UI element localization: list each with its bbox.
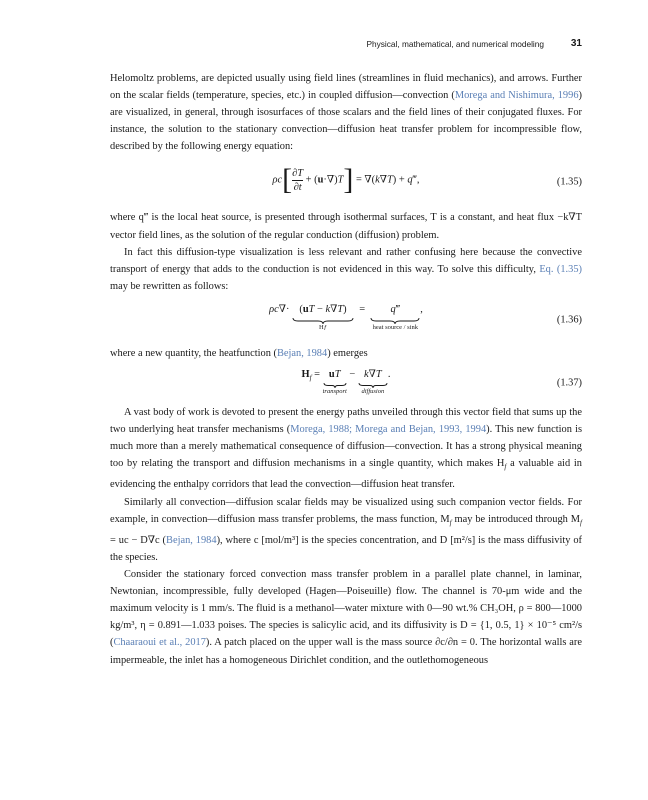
citation-link[interactable]: Morega and Nishimura, 1996 — [454, 90, 579, 102]
equation-1-35: ρc[ $\frac{\partial T}{\partial t}$ + (u·∇)T] = ∇(k∇T) + q‴, (1.35) — [272, 163, 582, 197]
page-body — [110, 70, 582, 669]
paragraph-6: Similarly all convection—diffusion scalar fields may be visualized using such companion vector fields. For example, in convection—diffusion mass transfer problems, the mass function, $M_f$ may be introduced through $M_f$ = uc − D∇c (Bejan, 1984), where c [mol/m³] is the species concentration, and D [m²/s] is the mass diffusivity of the species. — [110, 496, 582, 563]
equation-1-37: $H_f$ = uT transport − k∇T diffusion . (1.37) — [301, 369, 582, 396]
paragraph-5: A vast body of work is devoted to present the energy paths unveiled through this vector field that sums up the two underlying heat transfer mechanisms (Morega, 1988; Morega and Bejan, 1993, 1994). This new function is much more than a merely mathematical consequence of diffusion—convection. It has a strong physical meaning too by relating the transport and diffusion mechanisms in a single quantity, which makes $H_f$ a valuable aid in evidencing the enthalpy corridors that lead the convection—diffusion heat transfer. — [110, 407, 582, 491]
equation-ref-link[interactable]: Eq. (1.35) — [539, 263, 582, 275]
paragraph-1: Helomoltz problems, are depicted usually using field lines (streamlines in fluid mechanics), and arrows. Further on the scalar fields (temperature, species, etc.) in coupled diffusion—convection (Morega and Nishimura, 1996) are visualized, in general, through isosurfaces of those scalars and the field lines of their conjugated fluxes. For instance, the solution to the stationary convection—diffusion heat transfer problem for incompressible flow, described by the following energy equation: — [110, 73, 582, 153]
paragraph-4: where a new quantity, the heatfunction (Bejan, 1984) emerges — [110, 347, 368, 359]
paragraph-2: where q‴ is the local heat source, is presented through isothermal surfaces, T is a constant, and heat flux −k∇T vector field lines, as the solution of the regular conduction (diffusion) problem. — [110, 212, 582, 241]
citation-link[interactable]: Bejan, 1984 — [166, 534, 217, 546]
brace-label: Hƒ — [319, 324, 327, 332]
citation-link[interactable]: Morega, 1988; Morega and Bejan, 1993, 1994 — [290, 424, 487, 436]
brace-label: diffusion — [361, 388, 385, 396]
brace-label: heat source / sink — [372, 324, 418, 332]
paragraph-7: Consider the stationary forced convection mass transfer problem in a parallel plate channel, in laminar, Newtonian, incompressible, fully developed (Hagen—Poiseuille) flow. The channel is 70-μm wide and the maximum velocity is 1 mm/s. The fluid is a methanol—water mixture with 0—90 wt.% CH₃OH, ρ = 800—1000 kg/m³, η = 0.891—1.033 poises. The species is salicylic acid, and its diffusivity is D = {1, 0.5, 1} × 10⁻⁵ cm²/s (Chaaraoui et al., 2017). A patch placed on the upper wall is the mass source ∂c/∂n = 0. The horizontal walls are impermeable, the inlet has a homogeneous Dirichlet condition, and the outlethomogeneous — [110, 569, 582, 666]
page-header — [110, 38, 582, 52]
citation-link[interactable]: Chaaraoui et al., 2017 — [113, 637, 206, 649]
equation-1-36: ρc∇· (uT − k∇T) Hƒ = q‴ heat source / sink , (1.36) — [269, 303, 582, 332]
equation-number: (1.37) — [556, 377, 582, 389]
page-number: 31 — [570, 38, 582, 49]
brace-label: transport — [322, 388, 347, 396]
paragraph-3: In fact this diffusion-type visualization is less relevant and rather confusing here because the convective transport of energy that adds to the conduction is not evidenced in this way. To solve this difficulty, Eq. (1.35) may be rewritten as follows: — [110, 246, 582, 292]
running-title: Physical, mathematical, and numerical modeling — [366, 39, 544, 49]
equation-number: (1.35) — [556, 176, 582, 188]
citation-link[interactable]: Bejan, 1984 — [276, 347, 328, 359]
equation-number: (1.36) — [556, 314, 582, 326]
